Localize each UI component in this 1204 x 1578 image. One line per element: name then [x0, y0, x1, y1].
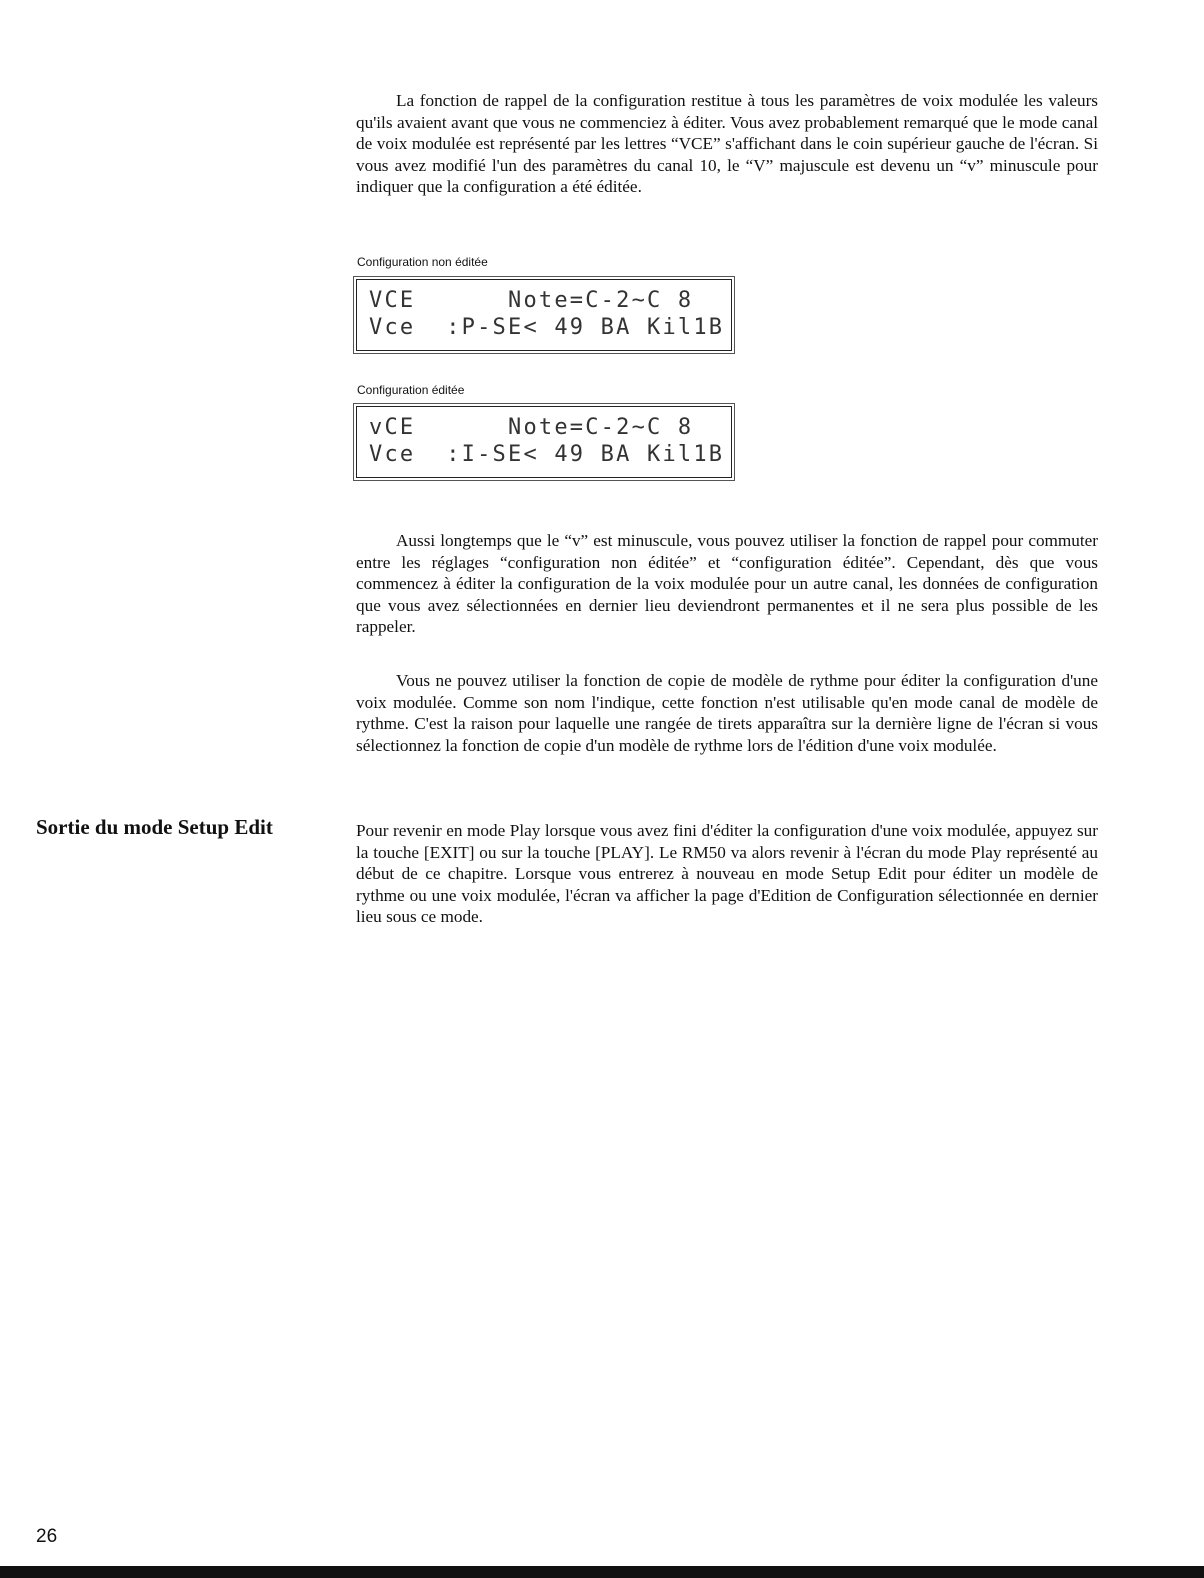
lcd-line-1: vCE Note=C-2~C 8	[369, 415, 694, 440]
exit-paragraph: Pour revenir en mode Play lorsque vous avez fini d'éditer la configuration d'une voix modulée, appuyez sur la touche [EXIT] ou sur la touche [PLAY]. Le RM50 va alors revenir à l'écran du mode Play représenté au début de ce chapitre. Lorsque vous entrerez à nouveau en mode Setup Edit pour éditer un modèle de rythme ou une voix modulée, l'écran va afficher la page d'Edition de Configuration sélectionnée en dernier lieu sous ce mode.	[356, 821, 1098, 926]
lcd-line-1: VCE Note=C-2~C 8	[369, 288, 694, 313]
section-heading: Sortie du mode Setup Edit	[36, 815, 273, 839]
caption-edited: Configuration éditée	[357, 383, 465, 397]
lcd-line-2: Vce :P-SE< 49 BA Kil1B	[369, 315, 725, 340]
recall-paragraph: Aussi longtemps que le “v” est minuscule, vous pouvez utiliser la fonction de rappel pour commuter entre les réglages “configuration non éditée” et “configuration éditée”. Cependant, dès que vous commencez à éditer la configuration de la voix modulée pour un autre canal, les données de configuration que vous avez sélectionnées en dernier lieu deviendront permanentes et il ne sera plus possible de les rappeler.	[356, 531, 1098, 636]
page-number: 26	[36, 1526, 58, 1547]
lcd-line-2: Vce :I-SE< 49 BA Kil1B	[369, 442, 725, 467]
intro-paragraph: La fonction de rappel de la configuration restitue à tous les paramètres de voix modulée les valeurs qu'ils avaient avant que vous ne commenciez à éditer. Vous avez probablement remarqué que le mode canal de voix modulée est représenté par les lettres “VCE” s'affichant dans le coin supérieur gauche de l'écran. Si vous avez modifié l'un des paramètres du canal 10, le “V” majuscule est devenu un “v” minuscule pour indiquer que la configuration a été éditée.	[356, 91, 1098, 196]
lcd-display-edited	[356, 406, 732, 478]
lcd-display-unedited	[356, 279, 732, 351]
copy-paragraph: Vous ne pouvez utiliser la fonction de copie de modèle de rythme pour éditer la configuration d'une voix modulée. Comme son nom l'indique, cette fonction n'est utilisable qu'en mode canal de modèle de rythme. C'est la raison pour laquelle une rangée de tirets apparaîtra sur la dernière ligne de l'écran si vous sélectionnez la fonction de copie d'un modèle de rythme lors de l'édition d'une voix modulée.	[356, 671, 1098, 755]
bottom-rule	[0, 1566, 1204, 1578]
caption-unedited: Configuration non éditée	[357, 255, 488, 269]
